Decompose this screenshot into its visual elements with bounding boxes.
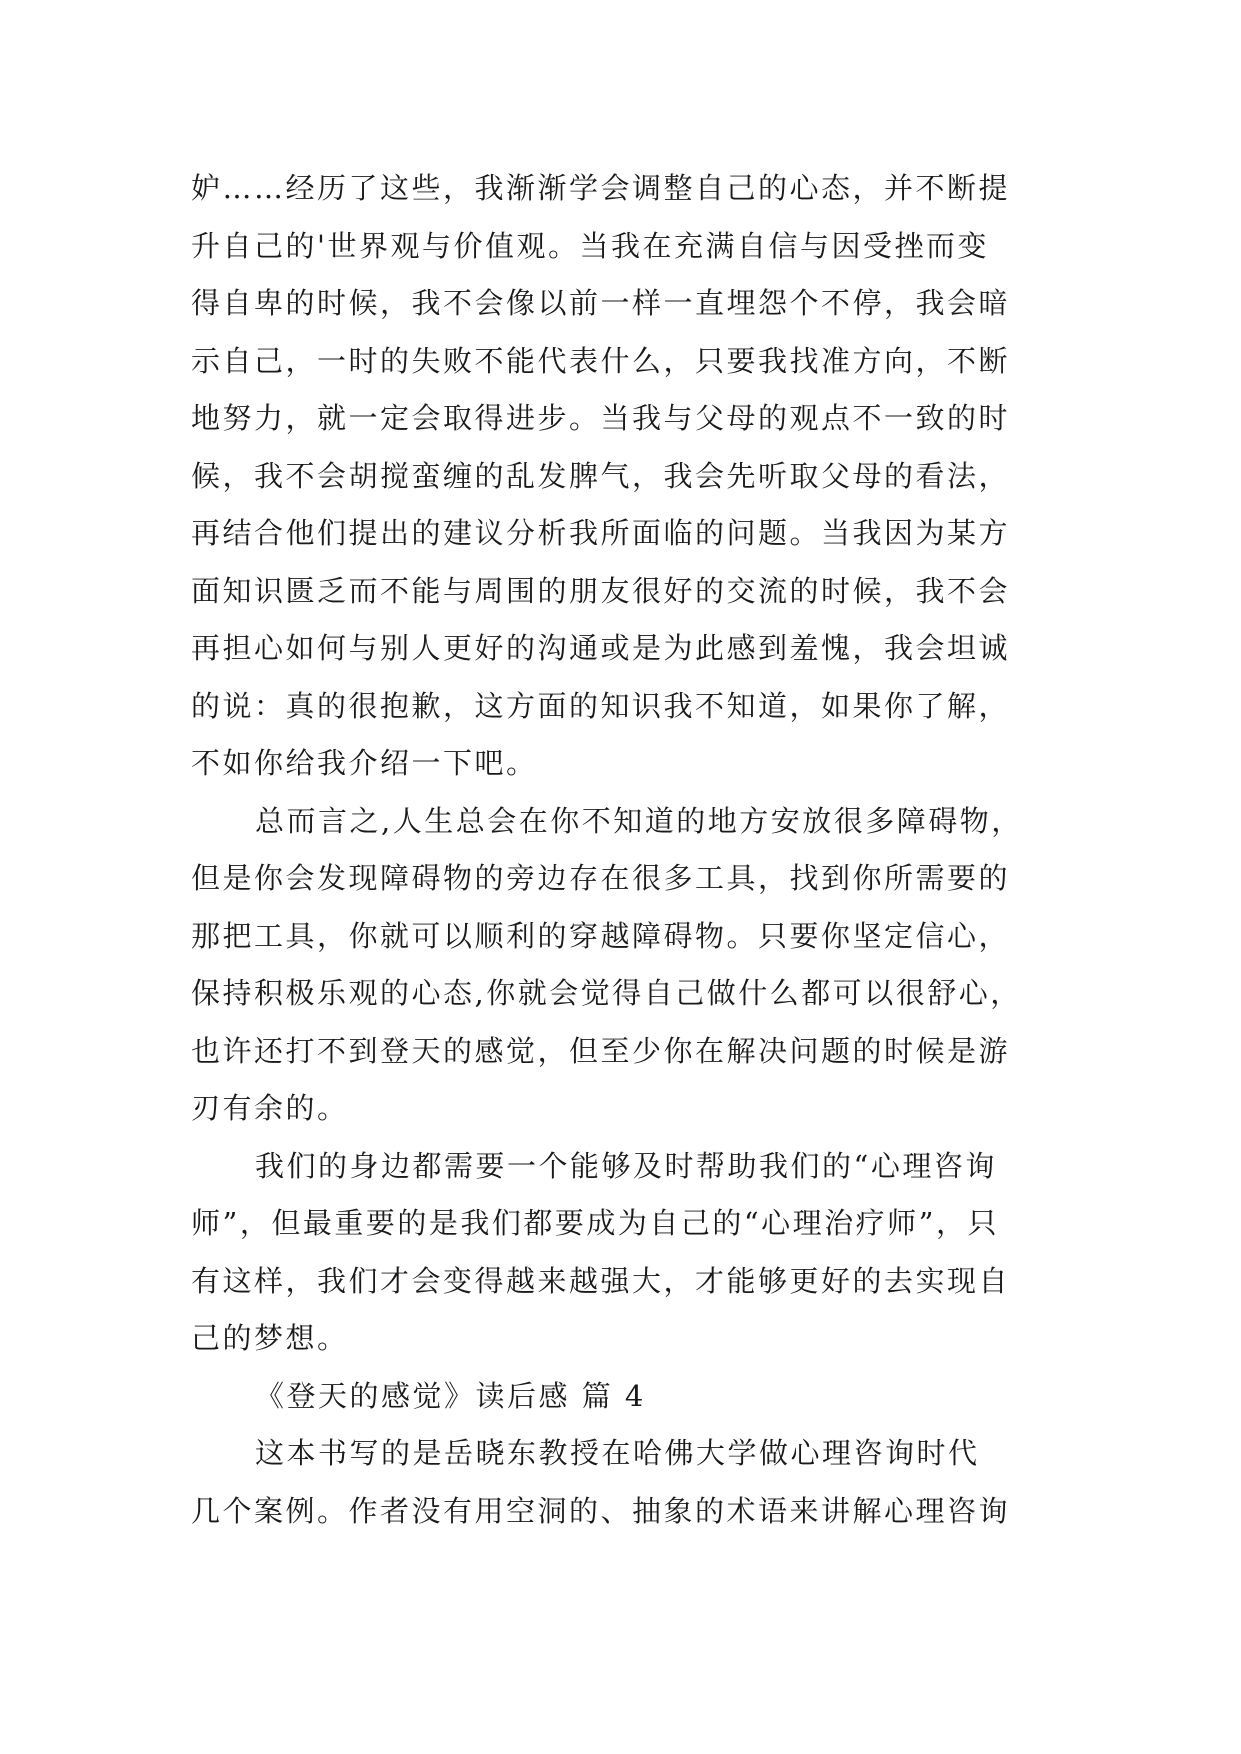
text-line: 候，我不会胡搅蛮缠的乱发脾气，我会先听取父母的看法， [191, 458, 1011, 493]
text-line: 也许还打不到登天的感觉，但至少你在解决问题的时候是游 [191, 1033, 1011, 1068]
text-line: 那把工具，你就可以顺利的穿越障碍物。只要你坚定信心， [191, 918, 1011, 953]
text-line: 《登天的感觉》读后感 篇 4 [255, 1378, 646, 1413]
text-line: 刃有余的。 [191, 1091, 349, 1125]
text-line: 面知识匮乏而不能与周围的朋友很好的交流的时候，我不会 [191, 573, 1011, 608]
text-line: 再结合他们提出的建议分析我所面临的问题。当我因为某方 [191, 516, 1011, 550]
text-line: 己的梦想。 [191, 1321, 349, 1355]
text-line: 师”，但最重要的是我们都要成为自己的“心理治疗师”，只 [191, 1206, 999, 1240]
text-line: 这本书写的是岳晓东教授在哈佛大学做心理咨询时代 [255, 1436, 980, 1470]
text-line: 我们的身边都需要一个能够及时帮助我们的“心理咨询 [255, 1148, 997, 1183]
document-body [191, 160, 1051, 1540]
text-line: 妒……经历了这些，我渐渐学会调整自己的心态，并不断提 [191, 171, 1011, 205]
text-line: 地努力，就一定会取得进步。当我与父母的观点不一致的时 [191, 401, 1011, 435]
text-line: 几个案例。作者没有用空洞的、抽象的术语来讲解心理咨询 [191, 1493, 1011, 1528]
text-line: 总而言之,人生总会在你不知道的地方安放很多障碍物， [255, 803, 1023, 838]
text-line: 有这样，我们才会变得越来越强大，才能够更好的去实现自 [191, 1263, 1011, 1298]
text-line: 再担心如何与别人更好的沟通或是为此感到羞愧，我会坦诚 [191, 631, 1011, 665]
text-line: 不如你给我介绍一下吧。 [191, 746, 538, 780]
text-line: 示自己，一时的失败不能代表什么，只要我找准方向，不断 [191, 343, 1011, 378]
text-line: 但是你会发现障碍物的旁边存在很多工具，找到你所需要的 [191, 861, 1011, 895]
text-line: 升自己的'世界观与价值观。当我在充满自信与因受挫而变 [191, 228, 989, 263]
text-line: 得自卑的时候，我不会像以前一样一直埋怨个不停，我会暗 [191, 286, 1011, 320]
text-line: 的说：真的很抱歉，这方面的知识我不知道，如果你了解， [191, 688, 1011, 723]
text-line: 保持积极乐观的心态,你就会觉得自己做什么都可以很舒心， [191, 976, 1022, 1010]
